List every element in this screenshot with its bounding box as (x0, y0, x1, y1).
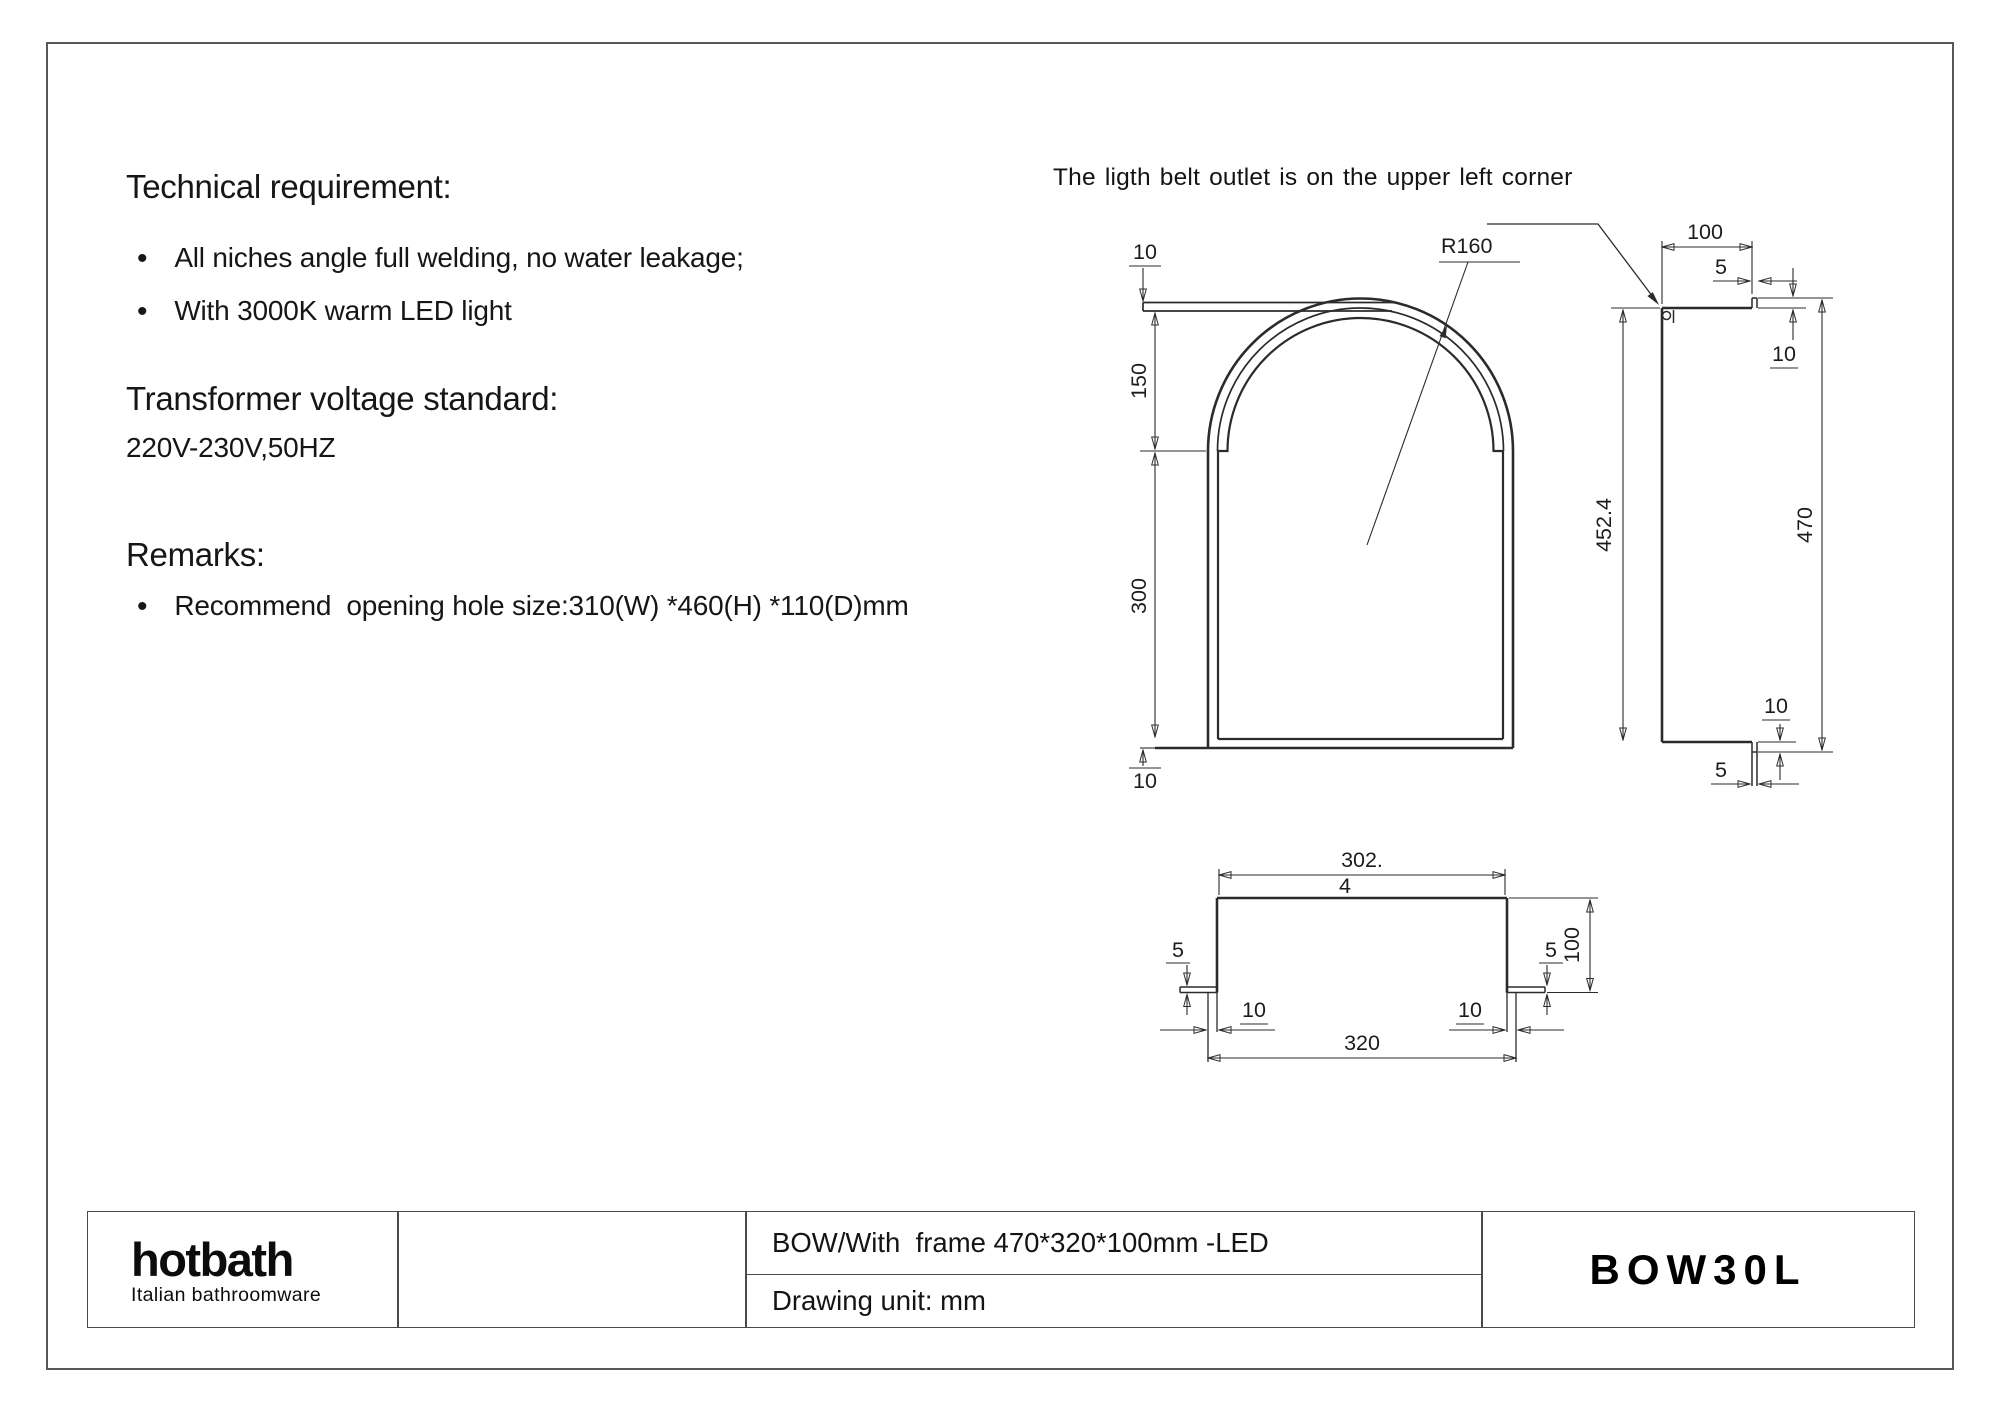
requirement-bullet-2 (137, 295, 512, 329)
transformer-value: 220V-230V,50HZ (126, 432, 336, 463)
front-outer-outline (1208, 299, 1513, 749)
front-inner-outline (1218, 318, 1503, 739)
side-profile (1662, 308, 1752, 742)
dim-bottom-right-lip: 5 (1545, 938, 1557, 962)
dim-bottom-inner-width: 302. (1341, 848, 1383, 872)
dim-bottom-thickness: 4 (1339, 874, 1351, 898)
requirement-bullet-1 (137, 242, 744, 276)
bottom-view (1160, 848, 1598, 1062)
side-bottom-lip (1752, 742, 1757, 786)
requirement-bullet-1-text: • All niches angle full welding, no water leakage; (174, 242, 744, 273)
brand-logo (131, 1233, 322, 1306)
dim-bottom-right-step: 10 (1458, 998, 1482, 1022)
brand-name: hotbath (131, 1233, 293, 1286)
bottom-left-lip (1180, 987, 1217, 993)
dim-bottom-left-lip: 5 (1172, 938, 1184, 962)
bottom-profile (1217, 898, 1507, 993)
side-top-lip (1752, 298, 1757, 308)
dim-front-body-height: 300 (1127, 578, 1151, 614)
side-view (1487, 220, 1833, 786)
title-block-divider-1 (397, 1211, 399, 1328)
dim-bottom-depth: 100 (1560, 927, 1584, 963)
dim-side-inner-height: 452.4 (1592, 498, 1616, 552)
dim-side-top-step: 10 (1772, 342, 1796, 366)
technical-requirement-heading: Technical requirement: (126, 168, 452, 205)
remarks-bullet (137, 590, 909, 624)
remarks-heading: Remarks: (126, 536, 265, 573)
model-code: BOW30L (1589, 1245, 1807, 1293)
bottom-right-lip (1507, 987, 1545, 993)
light-belt-outlet-mark (1663, 312, 1671, 320)
dim-side-bottom-step: 10 (1764, 694, 1788, 718)
light-belt-annotation: The ligth belt outlet is on the upper left corner (1053, 164, 1573, 191)
dim-side-outer-height: 470 (1793, 507, 1817, 543)
brand-tagline: Italian bathroomware (131, 1284, 322, 1306)
transformer-heading: Transformer voltage standard: (126, 380, 559, 417)
dim-front-bottom-offset: 10 (1133, 769, 1157, 793)
product-description: BOW/With frame 470*320*100mm -LED (772, 1227, 1269, 1258)
annotation-arrowhead (1648, 292, 1660, 305)
dim-front-arch-height: 150 (1127, 363, 1151, 399)
front-view (1127, 234, 1520, 793)
dim-front-radius: R160 (1441, 234, 1493, 258)
dim-bottom-outer-width: 320 (1344, 1031, 1380, 1055)
front-light-strip (1143, 303, 1396, 312)
dim-bottom-left-step: 10 (1242, 998, 1266, 1022)
dim-side-depth: 100 (1687, 220, 1723, 244)
front-strip-arc (1218, 308, 1504, 451)
dim-front-top-offset: 10 (1133, 240, 1157, 264)
drawing-unit: Drawing unit: mm (772, 1285, 986, 1316)
dim-side-top-lip-width: 5 (1715, 255, 1727, 279)
title-block-divider-2 (745, 1211, 747, 1328)
remarks-bullet-text: • Recommend opening hole size:310(W) *460(H) *110(D)mm (174, 590, 909, 621)
dim-side-bottom-lip-width: 5 (1715, 758, 1727, 782)
requirement-bullet-2-text: • With 3000K warm LED light (174, 295, 512, 326)
engineering-drawing (1040, 120, 2000, 1100)
